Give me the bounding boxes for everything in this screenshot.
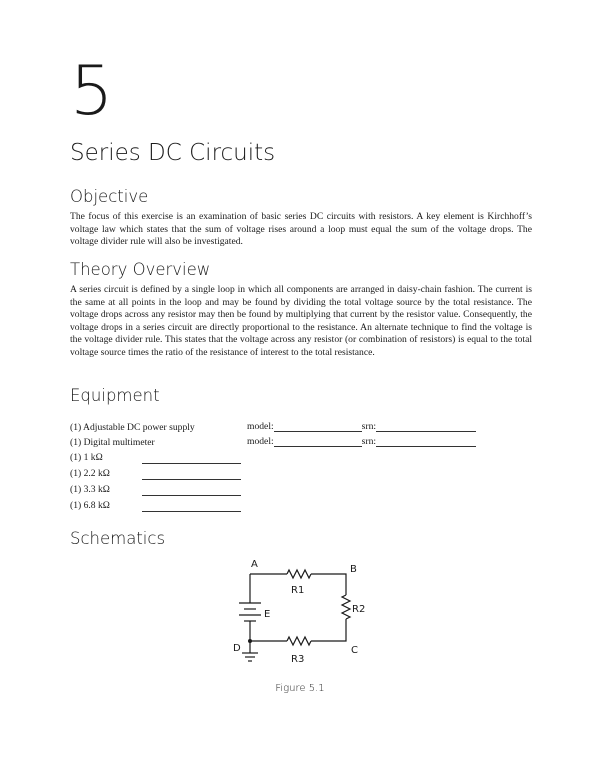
figure-caption: Figure 5.1	[275, 683, 325, 694]
resistor-r2	[342, 595, 350, 619]
srn-blank[interactable]	[376, 437, 476, 447]
resistor-measured-blank[interactable]	[142, 479, 241, 480]
theory-heading: Theory Overview	[70, 260, 211, 279]
model-blank[interactable]	[274, 437, 362, 447]
resistor-r1	[287, 570, 311, 578]
chapter-number: 5	[70, 52, 114, 131]
resistor-measured-blank[interactable]	[142, 511, 241, 512]
resistor-measured-blank[interactable]	[142, 495, 241, 496]
power-supply-fields	[247, 421, 476, 432]
equipment-item-resistor: (1) 1 kΩ	[70, 452, 103, 463]
wire-top-right	[311, 574, 346, 595]
srn-blank[interactable]	[376, 422, 476, 432]
chapter-title: Series DC Circuits	[70, 140, 276, 166]
theory-text: A series circuit is defined by a single loop in which all components are arranged in daisy-chain fashion. The current is the same at all points in the loop and may be found by dividing the total voltage source by the total resistance. The voltage drops across any resistor may then be found by multiplying that current by the resistor value. Consequently, the voltage drops in a series circuit are directly proportional to the resistance. An alternate technique to find the voltage is the voltage divider rule. This states that the voltage across any resistor (or combination of resistors) is equal to the total voltage source times the ratio of the resistance of interest to the total resistance.	[70, 284, 532, 358]
node-label-d: D	[233, 643, 241, 654]
component-label-r1: R1	[291, 585, 305, 596]
objective-heading: Objective	[70, 187, 149, 206]
srn-label: srn:	[361, 436, 377, 447]
node-label-c: C	[351, 645, 358, 656]
equipment-item-power-supply: (1) Adjustable DC power supply	[70, 422, 195, 433]
model-label: model:	[247, 421, 274, 432]
model-label: model:	[247, 436, 274, 447]
node-d-junction	[248, 639, 252, 643]
node-label-a: A	[251, 559, 258, 570]
component-label-r2: R2	[352, 604, 366, 615]
component-label-r3: R3	[291, 654, 305, 665]
equipment-heading: Equipment	[70, 386, 160, 405]
model-blank[interactable]	[274, 422, 362, 432]
schematics-heading: Schematics	[70, 529, 166, 548]
equipment-item-resistor: (1) 2.2 kΩ	[70, 468, 110, 479]
equipment-item-multimeter: (1) Digital multimeter	[70, 437, 155, 448]
multimeter-fields	[247, 436, 476, 447]
component-label-e: E	[264, 609, 271, 620]
resistor-measured-blank[interactable]	[142, 463, 241, 464]
srn-label: srn:	[361, 421, 377, 432]
equipment-item-resistor: (1) 6.8 kΩ	[70, 500, 110, 511]
objective-text: The focus of this exercise is an examination of basic series DC circuits with resistors. A key element is Kirchhoff’s voltage law which states that the sum of voltage rises around a loop must equal the sum of the voltage drops. The voltage divider rule will also be investigated.	[70, 211, 532, 248]
circuit-schematic	[225, 555, 375, 670]
wire-right-bottom	[311, 619, 346, 641]
equipment-item-resistor: (1) 3.3 kΩ	[70, 484, 110, 495]
resistor-r3	[287, 637, 311, 645]
node-label-b: B	[350, 564, 357, 575]
